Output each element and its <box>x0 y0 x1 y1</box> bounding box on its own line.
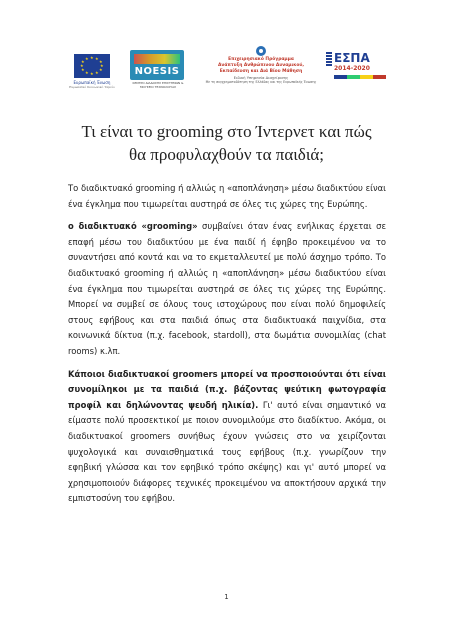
operational-program-logo <box>200 46 322 85</box>
espa-logo <box>334 52 386 79</box>
paragraph-2-bold-lead: ο διαδικτυακό «grooming» <box>68 221 198 232</box>
noesis-logo <box>130 50 186 89</box>
paragraph-2-text: συμβαίνει όταν ένας ενήλικας έρχεται σε επαφή μέσω του διαδικτύου με ένα παιδί ή έφηβο προκειμένου να το συναντήσει από κοντά και να το εκμεταλλευτεί με πολύ άσχημο τρόπο. Το διαδικτυακό grooming ή αλλιώς η «αποπλάνηση» μέσω διαδικτύου είναι ένα έγκλημα που τιμωρείται αυστηρά σε όλες τις χώρες της Ευρώπης. Μπορεί να συμβεί σε όλους τους ιστοχώρους που είναι πολύ δημοφιλείς στους εφήβους και στα παιδιά όπως στα διαδικτυακά παιχνίδια, στα κοινωνικά δίκτυα (π.χ. facebook, stardoll), στα δωμάτια συνομιλίας (chat rooms) κ.λπ. <box>68 221 386 356</box>
paragraph-3-bold: Κάποιοι διαδικτυακοί groomers μπορεί να προσποιούνται ότι είναι συνομίληκοι με τα παιδιά (π.χ. βάζοντας ψεύτικη φωτογραφία προφίλ και δηλώνοντας ψευδή ηλικία). <box>68 368 386 410</box>
program-line-2: Ανάπτυξη Ανθρώπινου Δυναμικού, <box>217 63 305 68</box>
paragraph-2 <box>68 219 386 359</box>
eu-flag-icon: ★ ★ ★ ★ ★ ★ ★ ★ ★ ★ ★ ★ <box>74 54 110 78</box>
program-emblem-icon <box>256 46 266 56</box>
header-logos <box>68 44 386 92</box>
title-line-2: θα προφυλαχθούν τα παιδιά; <box>128 145 325 164</box>
eu-caption: Ευρωπαϊκή Ένωση <box>73 80 111 85</box>
page-title <box>40 120 413 166</box>
espa-color-bar <box>334 75 386 79</box>
document-body <box>68 181 386 514</box>
espa-word: ΕΣΠΑ <box>334 51 370 65</box>
program-line-3: Εκπαίδευση και Διά Βίου Μάθηση <box>219 69 303 74</box>
noesis-caption: ΚΕΝΤΡΟ ΔΙΑΔΟΣΗΣ ΕΠΙΣΤΗΜΩΝ & ΜΟΥΣΕΙΟ ΤΕΧΝΟΛΟΓΙΑΣ <box>132 81 184 89</box>
program-line-1: Επιχειρησιακό Πρόγραμμα <box>228 57 294 62</box>
eu-logo <box>68 54 116 89</box>
espa-years: 2014-2020 <box>334 65 370 72</box>
program-line-4: Ειδική Υπηρεσία Διαχείρισης <box>233 75 289 80</box>
noesis-word: NOESIS <box>134 66 180 77</box>
espa-lines-icon <box>326 52 332 66</box>
eu-subcaption: Ευρωπαϊκό Κοινωνικό Ταμείο <box>69 85 115 89</box>
title-line-1: Τι είναι το grooming στο Ίντερνετ και πώς <box>81 122 372 141</box>
paragraph-3 <box>68 367 386 507</box>
paragraph-3-text: Γι' αυτό είναι σημαντικό να είμαστε πολύ προσεκτικοί με ποιον συνομιλούμε στο διαδίκτυο. Ακόμα, οι διαδικτυακοί groomers συνήθως έχουν γνώσεις στο να χειρίζονται ψυχολογικά και συναισθηματικά τους εφήβους (π.χ. γνωρίζουν την εφηβική γλώσσα και τον εφηβικό τρόπο σκέψης) και γι' αυτό μπορεί να χρησιμοποιούν διάφορες τεχνικές προκειμένου να αποκτήσουν αρχικά την εμπιστοσύνη του εφήβου. <box>68 399 386 504</box>
program-line-5: Με τη συγχρηματοδότηση της Ελλάδας και της Ευρωπαϊκής Ένωσης <box>205 80 317 84</box>
paragraph-1: Το διαδικτυακό grooming ή αλλιώς η «αποπλάνηση» μέσω διαδικτύου είναι ένα έγκλημα που τιμωρείται αυστηρά σε όλες τις χώρες της Ευρώπης. <box>68 183 386 209</box>
noesis-logo-icon <box>130 50 184 80</box>
page-number: 1 <box>224 593 229 601</box>
